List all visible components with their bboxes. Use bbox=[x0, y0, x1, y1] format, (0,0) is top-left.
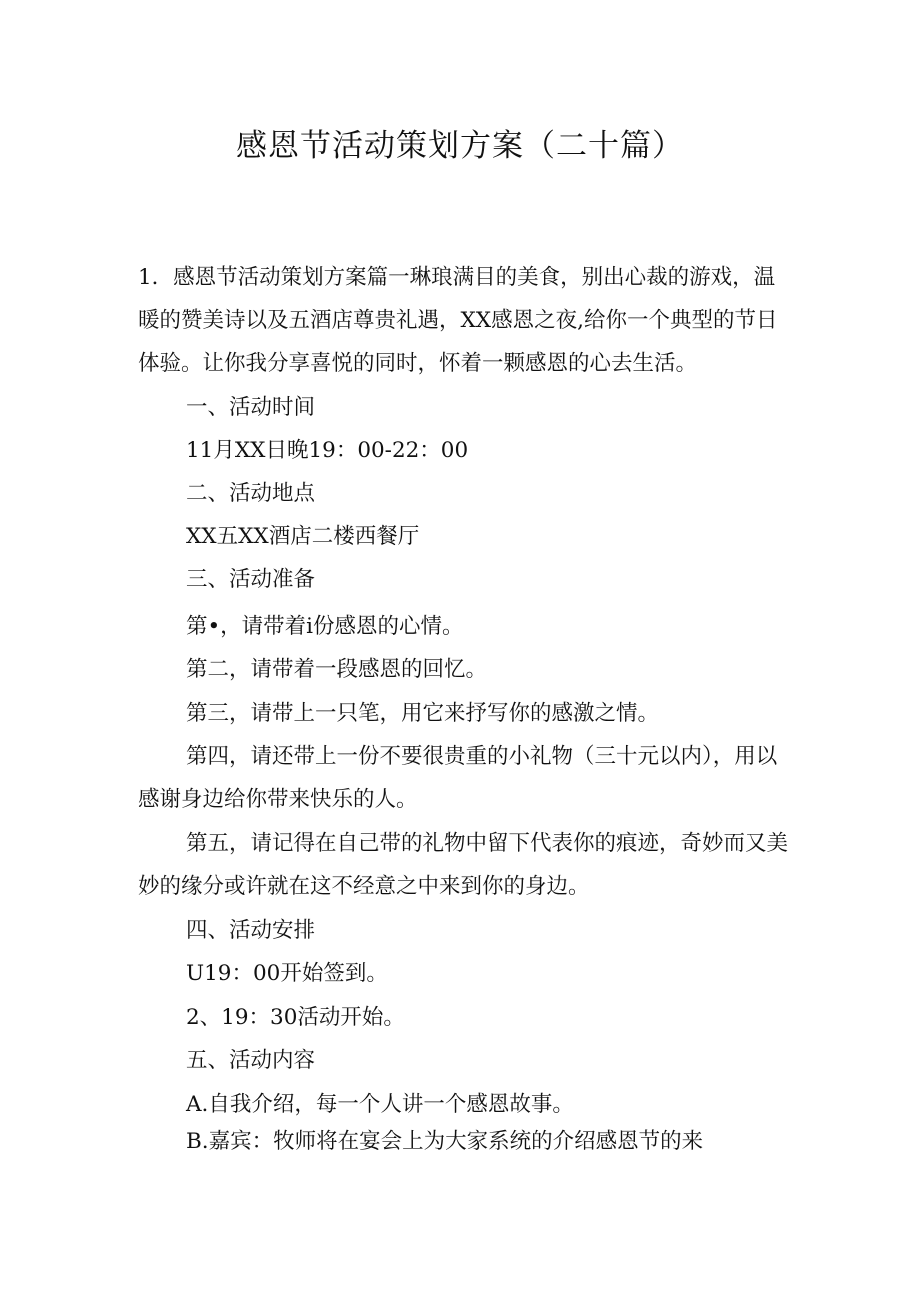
preparation-item-4-line-2: 感谢身边给你带来快乐的人。 bbox=[138, 787, 418, 812]
preparation-item-5-line-1: 第五，请记得在自己带的礼物中留下代表你的痕迹，奇妙而又美 bbox=[186, 831, 789, 856]
intro-line-1: 1．感恩节活动策划方案篇一琳琅满目的美食，别出心裁的游戏，温 bbox=[138, 265, 776, 290]
preparation-item-5-line-2: 妙的缘分或许就在这不经意之中来到你的身边。 bbox=[138, 874, 590, 899]
section-body-time: 11月XX日晚19：00-22：00 bbox=[186, 438, 469, 463]
section-heading-schedule: 四、活动安排 bbox=[186, 918, 316, 943]
section-heading-content: 五、活动内容 bbox=[186, 1048, 316, 1073]
content-item-b: B.嘉宾：牧师将在宴会上为大家系统的介绍感恩节的来 bbox=[186, 1129, 704, 1154]
intro-line-2: 暖的赞美诗以及五酒店尊贵礼遇，XX感恩之夜,给你一个典型的节日 bbox=[138, 308, 778, 333]
schedule-item-1: U19：00开始签到。 bbox=[186, 961, 388, 986]
preparation-item-2: 第二，请带着一段感恩的回忆。 bbox=[186, 657, 488, 682]
section-heading-preparation: 三、活动准备 bbox=[186, 567, 316, 592]
preparation-item-4-line-1: 第四，请还带上一份不要很贵重的小礼物（三十元以内），用以 bbox=[186, 744, 778, 769]
document-title: 感恩节活动策划方案（二十篇） bbox=[236, 128, 684, 164]
preparation-item-3: 第三，请带上一只笔，用它来抒写你的感激之情。 bbox=[186, 701, 660, 726]
section-body-location: XX五XX酒店二楼西餐厅 bbox=[186, 524, 420, 549]
section-heading-time: 一、活动时间 bbox=[186, 395, 316, 420]
schedule-item-2: 2、19：30活动开始。 bbox=[186, 1005, 405, 1030]
preparation-item-1: 第•，请带着i份感恩的心情。 bbox=[186, 614, 464, 639]
content-item-a: A.自我介绍，每一个人讲一个感恩故事。 bbox=[186, 1092, 574, 1117]
section-heading-location: 二、活动地点 bbox=[186, 481, 316, 506]
intro-line-3: 体验。让你我分享喜悦的同时，怀着一颗感恩的心去生活。 bbox=[138, 351, 698, 376]
